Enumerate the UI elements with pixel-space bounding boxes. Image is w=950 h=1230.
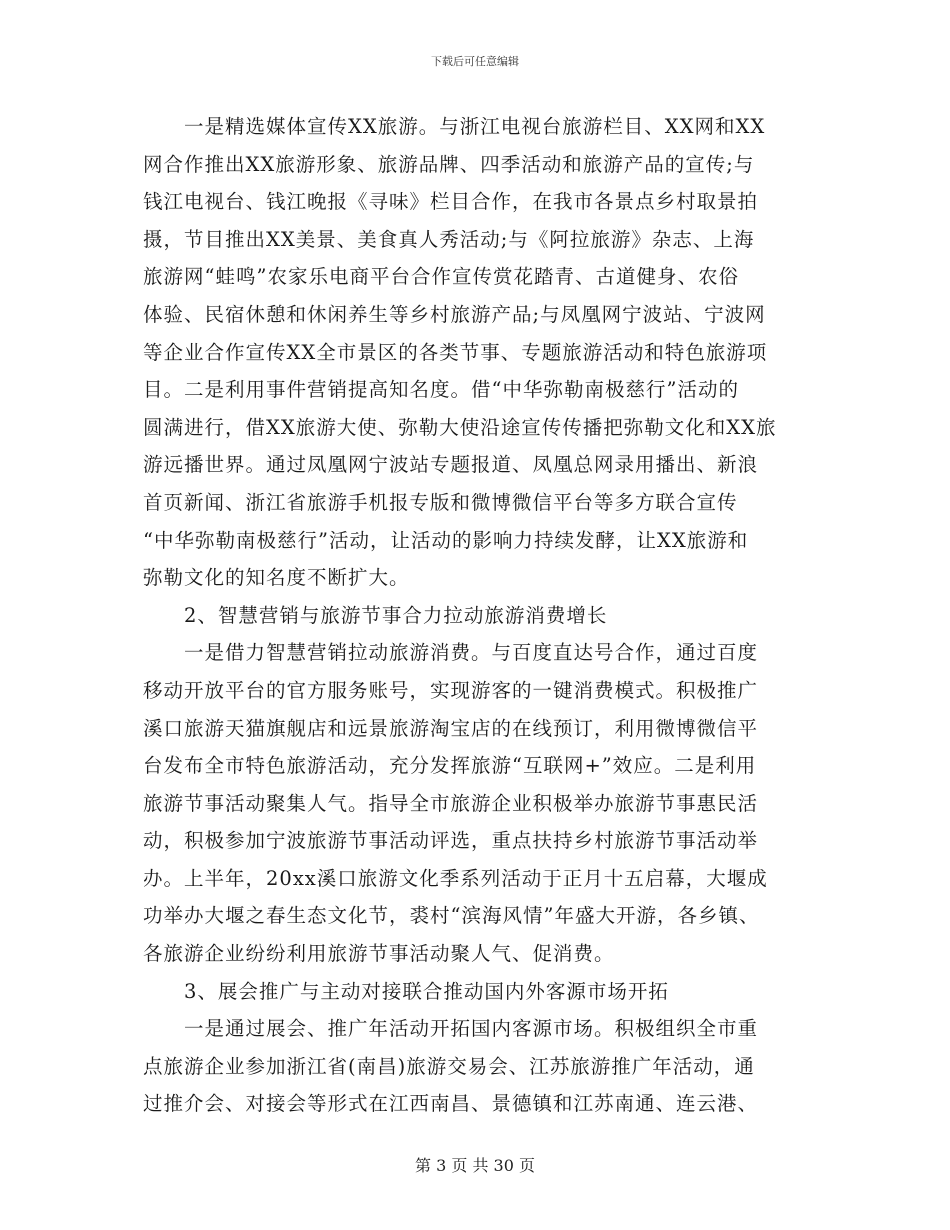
page-footer: 第 3 页 共 30 页: [415, 1156, 535, 1175]
text-line: 游远播世界。通过凤凰网宁波站专题报道、凤凰总网录用播出、新浪: [143, 453, 759, 477]
text-line: 动，积极参加宁波旅游节事活动评选，重点扶持乡村旅游节事活动举: [143, 829, 759, 853]
text-line: 旅游网“蛙鸣”农家乐电商平台合作宣传赏花踏青、古道健身、农俗: [143, 265, 739, 289]
text-line: “中华弥勒南极慈行”活动，让活动的影响力持续发酵，让XX旅游和: [143, 528, 749, 552]
text-line: 网合作推出XX旅游形象、旅游品牌、四季活动和旅游产品的宣传;与: [143, 152, 755, 176]
text-line: 等企业合作宣传XX全市景区的各类节事、专题旅游活动和特色旅游项: [143, 340, 768, 364]
text-line: 钱江电视台、钱江晚报《寻味》栏目合作，在我市各景点乡村取景拍: [143, 190, 759, 214]
text-line: 一是借力智慧营销拉动旅游消费。与百度直达号合作，通过百度: [143, 641, 759, 665]
text-line: 点旅游企业参加浙江省(南昌)旅游交易会、江苏旅游推广年活动，通: [143, 1054, 755, 1078]
text-line: 办。上半年，20xx溪口旅游文化季系列活动于正月十五启幕，大堰成: [143, 866, 768, 890]
text-line: 摄，节目推出XX美景、美食真人秀活动;与《阿拉旅游》杂志、上海: [143, 227, 755, 251]
text-line: 体验、民宿休憩和休闲养生等乡村旅游产品;与凤凰网宁波站、宁波网: [143, 302, 766, 326]
text-line: 旅游节事活动聚集人气。指导全市旅游企业积极举办旅游节事惠民活: [143, 791, 759, 815]
text-line: 功举办大堰之春生态文化节，裘村“滨海风情”年盛大开游，各乡镇、: [143, 904, 760, 928]
text-line: 台发布全市特色旅游活动，充分发挥旅游“互联网+”效应。二是利用: [143, 754, 757, 778]
page-header: 下载后可任意编辑: [431, 55, 519, 68]
text-line: 过推介会、对接会等形式在江西南昌、景德镇和江苏南通、连云港、: [143, 1092, 759, 1116]
text-line: 目。二是利用事件营销提高知名度。借“中华弥勒南极慈行”活动的: [143, 378, 739, 402]
text-line: 移动开放平台的官方服务账号，实现游客的一键消费模式。积极推广: [143, 678, 759, 702]
text-line: 一是精选媒体宣传XX旅游。与浙江电视台旅游栏目、XX网和XX: [143, 115, 766, 138]
body-text: [143, 108, 815, 1123]
text-line: 溪口旅游天猫旗舰店和远景旅游淘宝店的在线预订，利用微博微信平: [143, 716, 759, 740]
text-line: 一是通过展会、推广年活动开拓国内客源市场。积极组织全市重: [143, 1017, 759, 1041]
text-line: 各旅游企业纷纷利用旅游节事活动聚人气、促消费。: [143, 942, 615, 966]
text-line: 弥勒文化的知名度不断扩大。: [143, 566, 410, 590]
text-line: 3、展会推广与主动对接联合推动国内外客源市场开拓: [143, 979, 669, 1003]
text-line: 首页新闻、浙江省旅游手机报专版和微博微信平台等多方联合宣传: [143, 490, 738, 514]
text-line: 圆满进行，借XX旅游大使、弥勒大使沿途宣传传播把弥勒文化和XX旅: [143, 415, 777, 439]
text-line: 2、智慧营销与旅游节事合力拉动旅游消费增长: [143, 603, 608, 627]
